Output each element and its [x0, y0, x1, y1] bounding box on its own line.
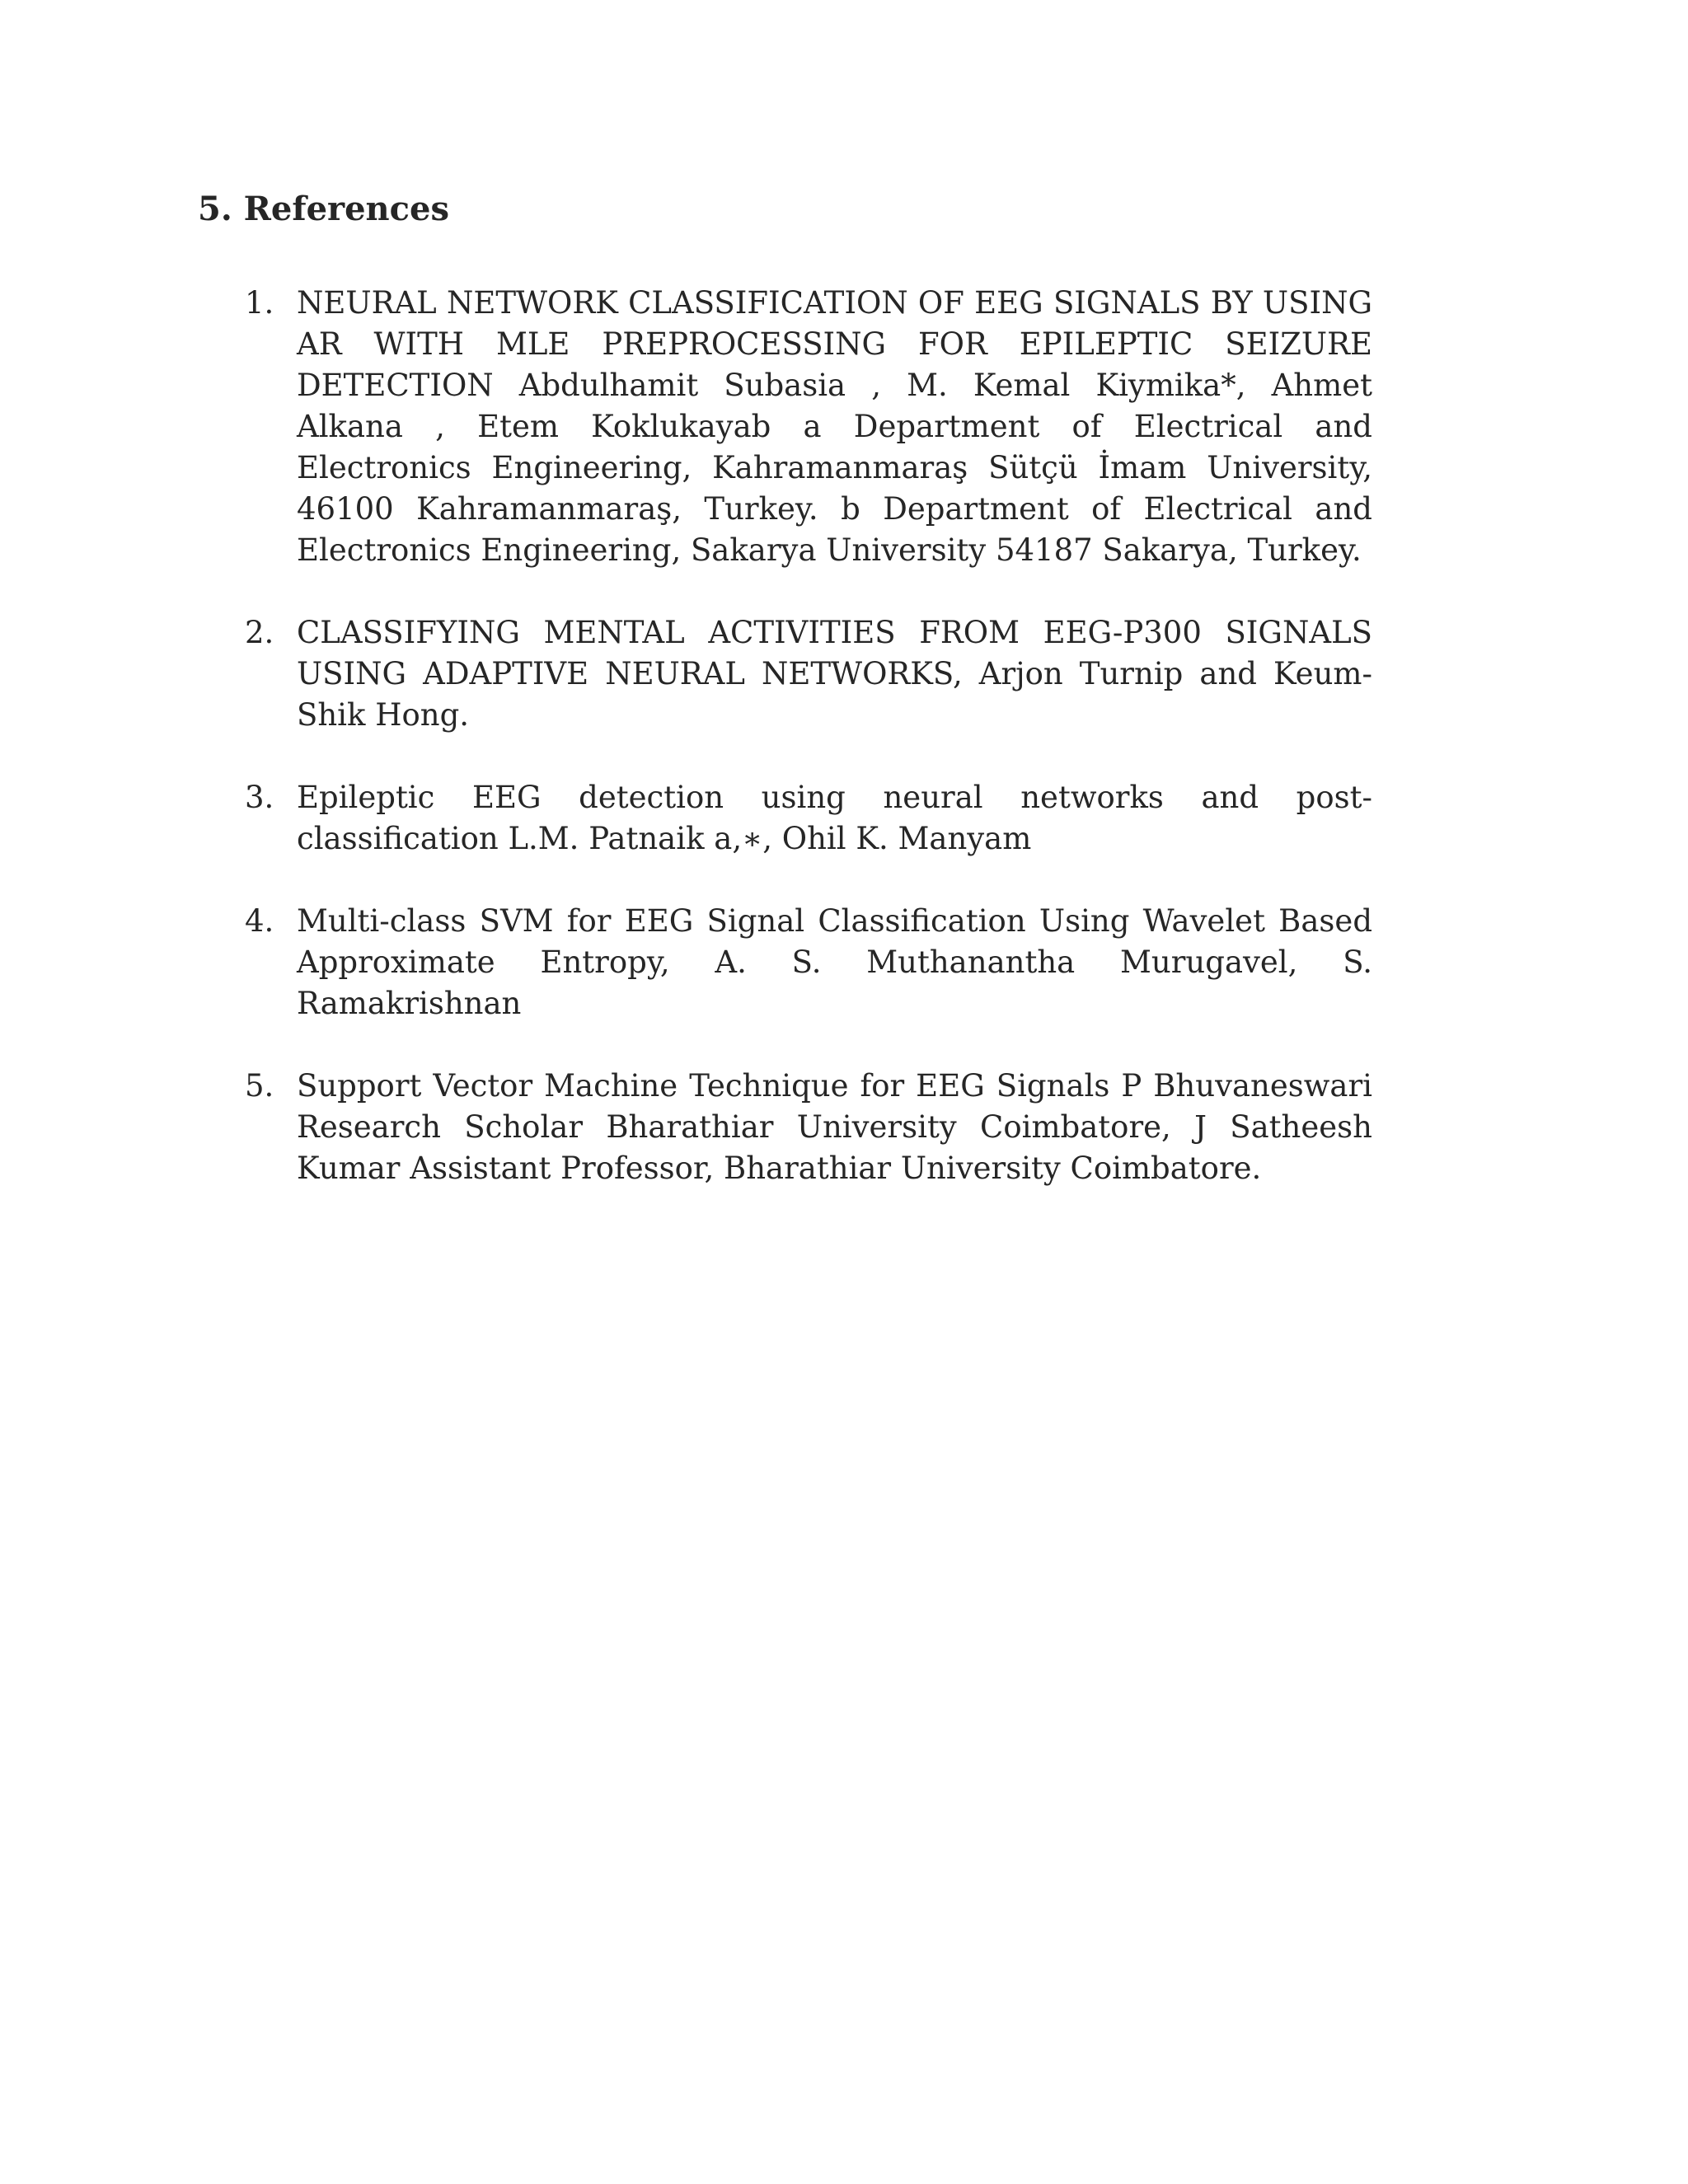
- reference-text: NEURAL NETWORK CLASSIFICATION OF EEG SIGNALS BY USING AR WITH MLE PREPROCESSING FOR EPILEPTIC SEIZURE DETECTION Abdulhamit Subasia , M. Kemal Kiymika*, Ahmet Alkana , Etem Koklukayab a Department of Electrical and Electronics Engineering, Kahramanmaraş Sütçü İmam University, 46100 Kahramanmaraş, Turkey. b Department of Electrical and Electronics Engineering, Sakarya University 54187 Sakarya, Turkey.: [297, 285, 1372, 568]
- reference-text: CLASSIFYING MENTAL ACTIVITIES FROM EEG-P300 SIGNALS USING ADAPTIVE NEURAL NETWORKS, Arjon Turnip and Keum-Shik Hong.: [297, 615, 1372, 733]
- reference-text: Epileptic EEG detection using neural networks and post-classification L.M. Patnaik a,∗, Ohil K. Manyam: [297, 780, 1372, 856]
- reference-item-1: [198, 283, 1372, 571]
- reference-number: 3.: [245, 780, 274, 815]
- reference-item-5: [198, 1066, 1372, 1189]
- reference-number: 4.: [245, 903, 274, 939]
- reference-text: Support Vector Machine Technique for EEG Signals P Bhuvaneswari Research Scholar Bharathiar University Coimbatore, J Satheesh Kumar Assistant Professor, Bharathiar University Coimbatore.: [297, 1068, 1372, 1186]
- reference-item-3: [198, 777, 1372, 860]
- reference-number: 5.: [245, 1068, 274, 1104]
- reference-item-4: [198, 901, 1372, 1024]
- reference-text: Multi-class SVM for EEG Signal Classification Using Wavelet Based Approximate Entropy, A. S. Muthanantha Murugavel, S. Ramakrishnan: [297, 903, 1372, 1021]
- reference-number: 2.: [245, 615, 274, 650]
- section-heading: 5. References: [198, 190, 449, 228]
- reference-item-2: [198, 612, 1372, 736]
- reference-list: [198, 283, 1372, 1230]
- reference-number: 1.: [245, 285, 274, 321]
